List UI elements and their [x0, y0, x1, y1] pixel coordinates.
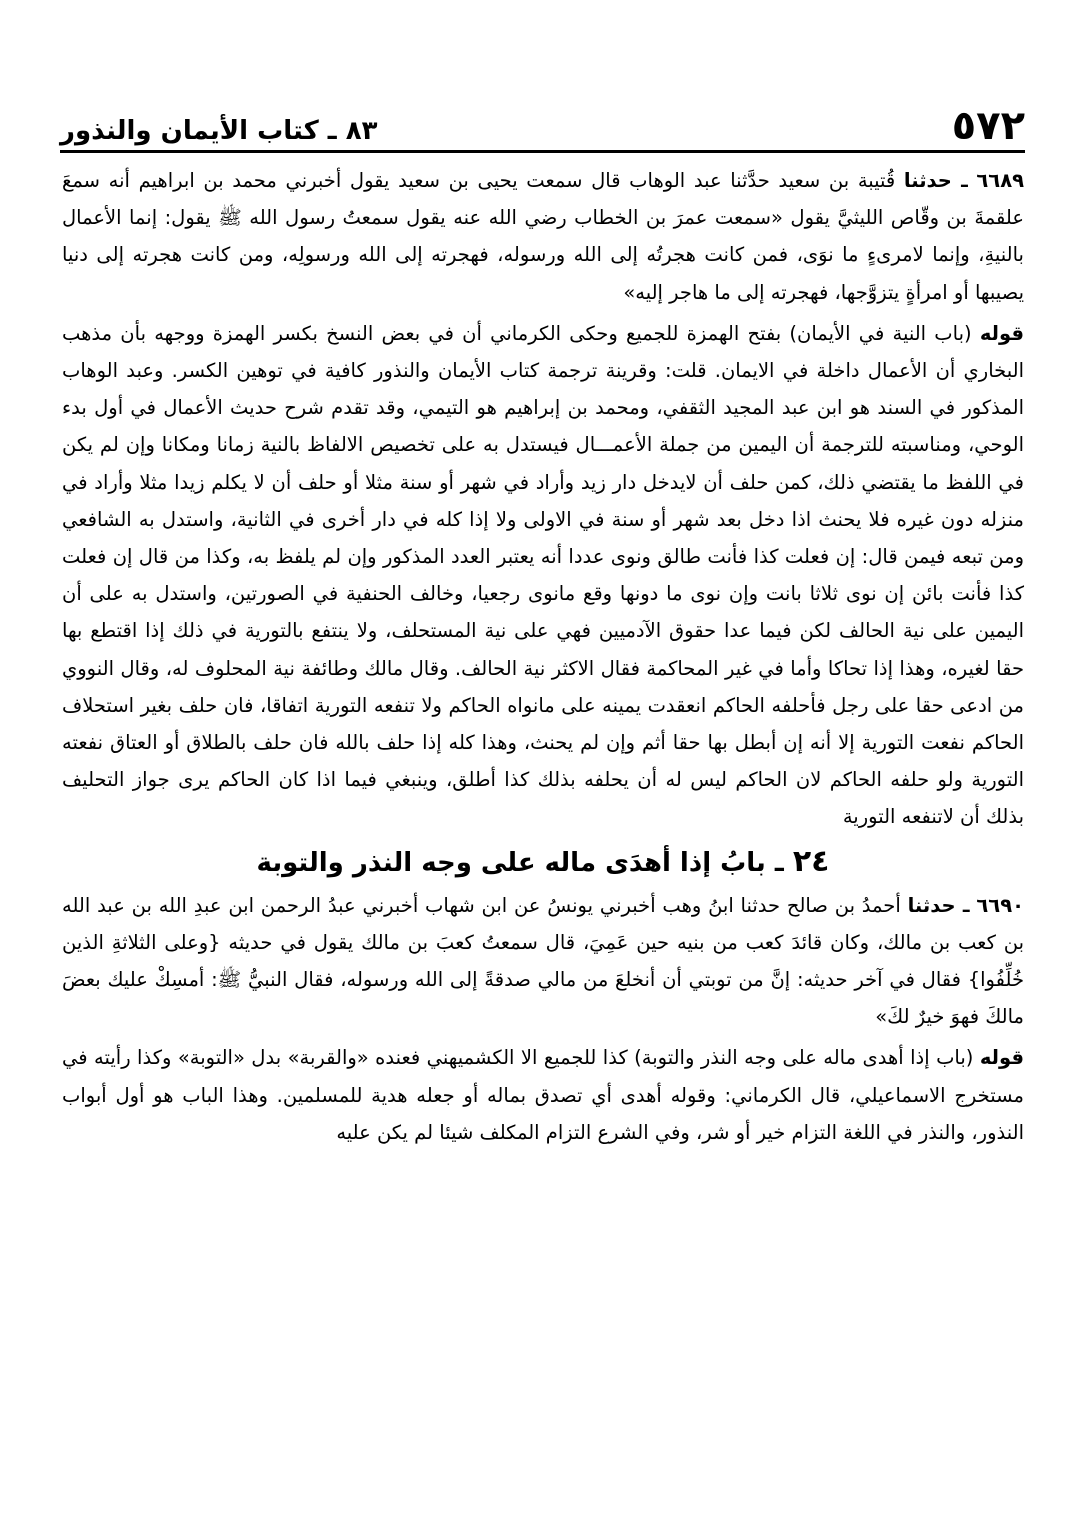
- commentary-text: (باب إذا أهدى ماله على وجه النذر والتوبة) كذا للجميع الا الكشميهني فعنده «والقربة» بدل «التوبة» وكذا رأيته في مستخرج الاسماعيلي، قال الكرماني: وقوله أهدى أي تصدق بماله أو جعله هدية للمسلمين. وهذا الباب هو أول أبواب النذور، والنذر في اللغة التزام خير أو شر، وفي الشرع التزام المكلف شيئا لم يكن عليه: [62, 1046, 1024, 1144]
- commentary-paragraph-2: [62, 1039, 1024, 1151]
- hadith-number: ٦٦٨٩: [976, 169, 1025, 192]
- commentary-lead: قوله: [979, 1046, 1024, 1070]
- hadith-text: أحمدُ بن صالح حدثنا ابنُ وهب أخبرني يونسُ عن ابن شهاب أخبرني عبدُ الرحمن ابن عبدِ الله بن عبد الله بن كعب بن مالك، وكان قائدَ كعب من بنيه حين عَمِيَ، قال سمعتُ كعبَ بن مالك يقول في حديثه {وعلى الثلاثةِ الذين خُلِّفُوا} فقال في آخر حديثه: إنَّ من توبتي أن أنخلعَ من مالي صدقةً إلى الله ورسوله، فقال النبيُّ ﷺ: أمسِكْ عليك بعضَ مالكَ فهوَ خيرٌ لكَ»: [62, 893, 1024, 1029]
- header-rule: [60, 150, 1025, 153]
- commentary-lead: قوله: [979, 321, 1024, 345]
- page-number: ٥٧٢: [951, 103, 1025, 149]
- hadith-text: قُتيبة بن سعيد حدَّثنا عبد الوهاب قال سمعت يحيى بن سعيد يقول أخبرني محمد بن ابراهيم أنه سمعَ علقمةَ بن وقّاص الليثيَّ يقول «سمعت عمرَ بن الخطاب رضي الله عنه يقول سمعتُ رسول الله ﷺ يقول: إنما الأعمال بالنيةِ، وإنما لامرىءٍ ما نوَى، فمن كانت هجرتُه إلى الله ورسوله، فهجرته إلى الله ورسولِه، ومن كانت هجرته إلى دنيا يصيبها أو امرأةٍ يتزوَّجها، فهجرته إلى ما هاجر إليه»: [62, 169, 1024, 304]
- hadith-6689: [62, 162, 1024, 311]
- hadith-lead: ـ حدثنا: [907, 893, 970, 917]
- section-number: ٢٤: [792, 843, 830, 879]
- page-body: [62, 162, 1024, 1151]
- commentary-text: (باب النية في الأيمان) بفتح الهمزة للجميع وحكى الكرماني أن في بعض النسخ بكسر الهمزة ووجهه بأن مذهب البخاري أن الأعمال داخلة في الايمان. قلت: وقرينة ترجمة كتاب الأيمان والنذور كافية في توهين الكسر. وعبد الوهاب المذكور في السند هو ابن عبد المجيد الثقفي، ومحمد بن إبراهيم هو التيمي، وقد تقدم شرح حديث الأعمال في أول بدء الوحي، ومناسبته للترجمة أن اليمين من جملة الأعمـــال فيستدل به على تخصيص الالفاظ بالنية زمانا ومكانا وإن لم يكن في اللفظ ما يقتضي ذلك، كمن حلف أن لايدخل دار زيد وأراد في شهر أو سنة مثلا أو حلف أن لا يكلم زيدا مثلا وأراد في منزله دون غيره فلا يحنث اذا دخل بعد شهر أو سنة في الاولى ولا إذا كله في دار أخرى في الثانية، واستدل به الشافعي ومن تبعه فيمن قال: إن فعلت كذا فأنت طالق ونوى عددا أنه يعتبر العدد المذكور وإن لم يلفظ به، وكذا من قال إن فعلت كذا فأنت بائن إن نوى ثلاثا بانت وإن نوى ما دونها وقع مانوى رجعيا، وخالف الحنفية في الصورتين، واستدل به على أن اليمين على نية الحالف لكن فيما عدا حقوق الآدميين فهي على نية المستحلف، ولا ينتفع بالتورية في ذلك إذا اقتطع بها حقا لغيره، وهذا إذا تحاكا وأما في غير المحاكمة فقال الاكثر نية الحالف. وقال مالك وطائفة نية المحلوف له، وقال النووي من ادعى حقا على رجل فأحلفه الحاكم انعقدت يمينه على مانواه الحاكم ولا تنفعه التورية اتفاقا، فان حلف بغير استحلاف الحاكم نفعت التورية إلا أنه إن أبطل بها حقا أثم وإن لم يحنث، وهذا كله إذا حلف بالله فان حلف بالطلاق أو العتاق نفعته التورية ولو حلفه الحاكم لان الحاكم ليس له أن يحلفه بذلك كذا أطلق، وينبغي فيما اذا كان الحاكم يرى جواز التحليف بذلك أن لاتنفعه التورية: [62, 321, 1024, 829]
- section-title: إذا أهدَى ماله على وجه النذر والتوبة: [256, 847, 712, 878]
- hadith-6690: [62, 887, 1024, 1036]
- page-header: [60, 96, 1025, 149]
- hadith-lead: ـ حدثنا: [903, 169, 968, 192]
- section-label: ـ بابُ: [720, 847, 784, 878]
- chapter-title: ٨٣ ـ كتاب الأيمان والنذور: [60, 116, 378, 146]
- commentary-paragraph-1: [62, 315, 1024, 836]
- hadith-number: ٦٦٩٠: [976, 893, 1024, 917]
- section-heading: [62, 840, 1024, 885]
